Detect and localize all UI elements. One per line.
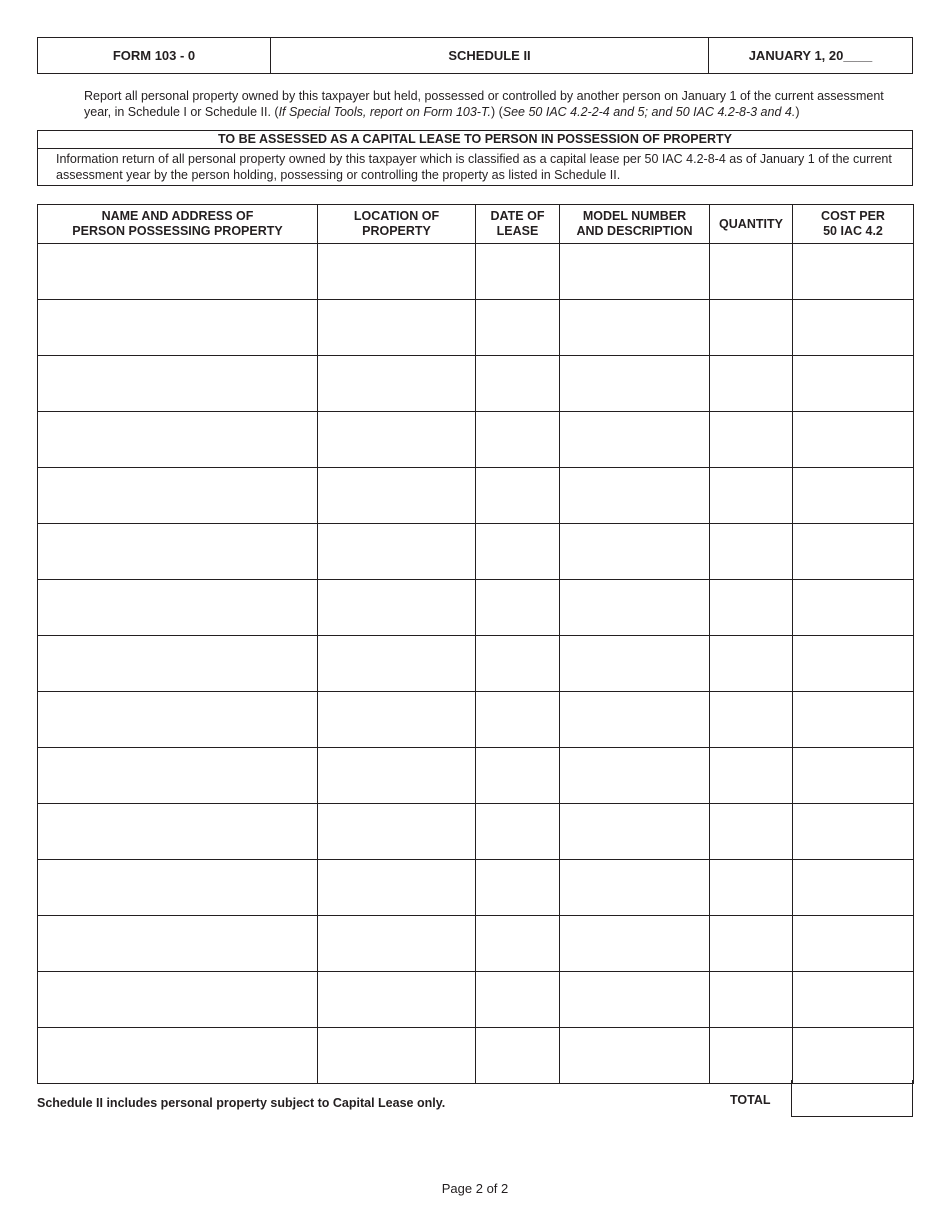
table-cell[interactable] [38,580,318,636]
table-cell[interactable] [710,300,793,356]
table-cell[interactable] [318,972,476,1028]
table-row [38,972,914,1028]
table-row [38,860,914,916]
table-row [38,692,914,748]
table-cell[interactable] [710,916,793,972]
table-cell[interactable] [38,356,318,412]
intro-italic-reference: See 50 IAC 4.2-2-4 and 5; and 50 IAC 4.2-8-3 and 4. [502,104,796,119]
table-cell[interactable] [710,860,793,916]
table-cell[interactable] [560,468,710,524]
intro-text-part: Report all personal property owned by this taxpayer but held, possessed or controlled by another person on January 1 of the current assessment year, in Schedule I or Schedule II. ( [84,89,884,119]
column-header [38,205,318,244]
table-header-row [38,205,914,244]
column-header-line: PROPERTY [362,224,431,238]
table-cell[interactable] [793,692,914,748]
table-cell[interactable] [318,244,476,300]
column-header-line: NAME AND ADDRESS OF [101,209,254,223]
table-cell[interactable] [560,244,710,300]
section-title: TO BE ASSESSED AS A CAPITAL LEASE TO PERSON IN POSSESSION OF PROPERTY [38,131,912,149]
table-body [38,244,914,1084]
table-cell[interactable] [560,692,710,748]
table-row [38,244,914,300]
table-row [38,804,914,860]
table-cell[interactable] [560,636,710,692]
table-cell[interactable] [560,356,710,412]
table-cell[interactable] [476,300,560,356]
column-header-line: QUANTITY [719,216,783,231]
table-cell[interactable] [793,636,914,692]
form-number: FORM 103 - 0 [38,38,271,73]
table-cell[interactable] [38,244,318,300]
table-cell[interactable] [318,748,476,804]
table-cell[interactable] [560,300,710,356]
table-row [38,636,914,692]
table-cell[interactable] [318,468,476,524]
table-cell[interactable] [38,468,318,524]
table-cell[interactable] [38,300,318,356]
table-cell[interactable] [793,356,914,412]
table-cell[interactable] [560,580,710,636]
table-cell[interactable] [476,972,560,1028]
column-header-line: AND DESCRIPTION [576,224,693,238]
table-row [38,300,914,356]
table-row [38,412,914,468]
table-row [38,1028,914,1084]
table-cell[interactable] [560,748,710,804]
total-label: TOTAL [730,1093,771,1107]
table-cell[interactable] [38,692,318,748]
table-cell[interactable] [318,524,476,580]
intro-italic-note: If Special Tools, report on Form 103-T. [278,104,491,119]
table-cell[interactable] [560,1028,710,1084]
table-cell[interactable] [476,412,560,468]
table-cell[interactable] [793,412,914,468]
column-header [476,205,560,244]
table-cell[interactable] [476,748,560,804]
table-cell[interactable] [476,860,560,916]
table-cell[interactable] [710,636,793,692]
table-cell[interactable] [476,916,560,972]
table-cell[interactable] [38,412,318,468]
table-cell[interactable] [710,468,793,524]
intro-text-part: ) [795,104,800,119]
table-cell[interactable] [318,1028,476,1084]
column-header [560,205,710,244]
table-cell[interactable] [793,804,914,860]
table-cell[interactable] [318,860,476,916]
table-cell[interactable] [710,524,793,580]
table-cell[interactable] [560,412,710,468]
table-cell[interactable] [318,692,476,748]
table-cell[interactable] [318,412,476,468]
table-cell[interactable] [476,636,560,692]
table-cell[interactable] [476,356,560,412]
table-cell[interactable] [793,972,914,1028]
total-field[interactable] [791,1080,913,1117]
table-cell[interactable] [476,580,560,636]
table-cell[interactable] [560,860,710,916]
table-cell[interactable] [318,804,476,860]
table-cell[interactable] [793,468,914,524]
table-cell[interactable] [38,748,318,804]
table-cell[interactable] [318,636,476,692]
table-cell[interactable] [38,916,318,972]
table-cell[interactable] [793,524,914,580]
table-cell[interactable] [38,804,318,860]
table-cell[interactable] [710,356,793,412]
table-row [38,356,914,412]
table-cell[interactable] [560,804,710,860]
schedule-note: Schedule II includes personal property subject to Capital Lease only. [37,1096,446,1110]
column-header-line: 50 IAC 4.2 [823,224,883,238]
table-row [38,748,914,804]
table-cell[interactable] [476,804,560,860]
intro-text-part: ) ( [490,104,503,119]
table-cell[interactable] [476,692,560,748]
table-cell[interactable] [476,1028,560,1084]
table-cell[interactable] [710,412,793,468]
table-cell[interactable] [710,580,793,636]
column-header [318,205,476,244]
column-header-line: DATE OF [490,209,545,223]
column-header-line: PERSON POSSESSING PROPERTY [72,224,283,238]
table-cell[interactable] [793,748,914,804]
table-cell[interactable] [793,300,914,356]
capital-lease-section [37,130,913,186]
schedule-title: SCHEDULE II [271,38,709,73]
table-cell[interactable] [318,580,476,636]
table-cell[interactable] [38,1028,318,1084]
section-description: Information return of all personal property owned by this taxpayer which is classified as a capital lease per 50 IAC 4.2-8-4 as of January 1 of the current assessment year by the person holding, possessing or controlling the property as listed in Schedule II. [56,152,892,182]
table-cell[interactable] [476,244,560,300]
table-row [38,524,914,580]
form-header [37,37,913,74]
table-row [38,580,914,636]
table-row [38,468,914,524]
table-cell[interactable] [560,972,710,1028]
column-header-line: LEASE [496,224,539,238]
table-cell[interactable] [710,692,793,748]
column-header-line: MODEL NUMBER [582,209,687,223]
table-cell[interactable] [476,468,560,524]
table-cell[interactable] [793,860,914,916]
table-cell[interactable] [318,300,476,356]
table-cell[interactable] [710,804,793,860]
column-header-line: COST PER [821,209,885,223]
column-header [710,205,793,244]
table-row [38,916,914,972]
table-cell[interactable] [710,1028,793,1084]
table-cell[interactable] [793,916,914,972]
table-cell[interactable] [38,860,318,916]
table-cell[interactable] [560,524,710,580]
table-cell[interactable] [38,524,318,580]
table-cell[interactable] [38,972,318,1028]
table-cell[interactable] [710,972,793,1028]
table-cell[interactable] [560,916,710,972]
assessment-date: JANUARY 1, 20____ [748,48,873,63]
column-header [793,205,914,244]
table-cell[interactable] [318,356,476,412]
instructions-text [84,89,884,120]
table-cell[interactable] [793,244,914,300]
table-cell[interactable] [793,1028,914,1084]
column-header-line: LOCATION OF [353,209,440,223]
table-cell[interactable] [38,636,318,692]
table-cell[interactable] [318,916,476,972]
table-cell[interactable] [476,524,560,580]
table-cell[interactable] [793,580,914,636]
property-table [37,204,914,1084]
page-number: Page 2 of 2 [441,1181,509,1196]
table-cell[interactable] [710,748,793,804]
table-cell[interactable] [710,244,793,300]
